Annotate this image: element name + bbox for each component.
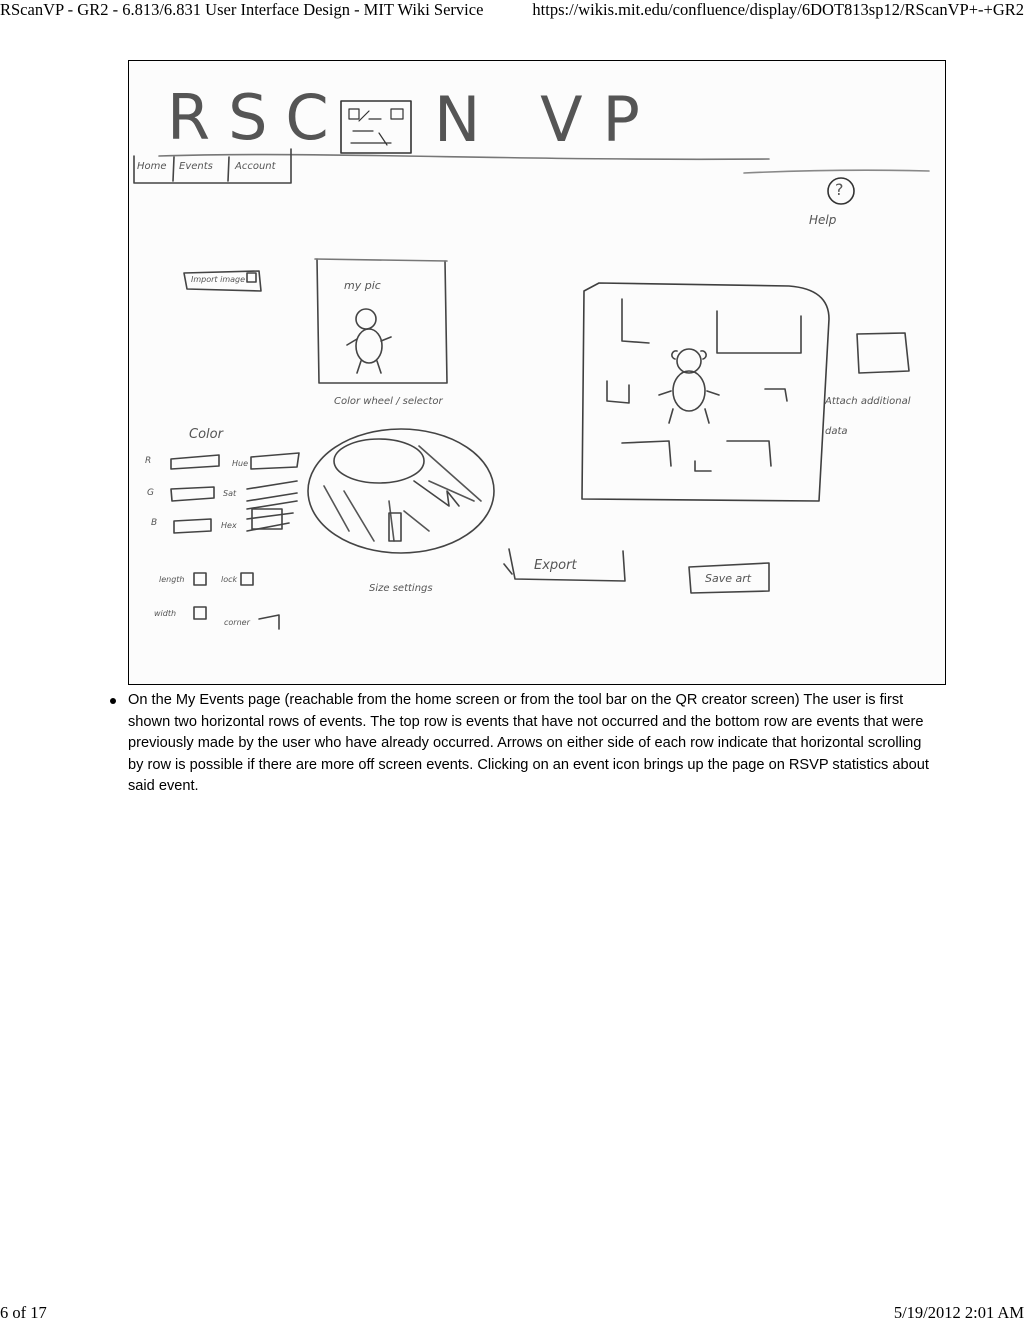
sketch-my-pic-label: my pic (344, 279, 381, 292)
sketch-logo-right: N VP (434, 83, 660, 156)
sketch-save-label: Save art (705, 572, 752, 585)
sketch-logo-left: RSC (167, 81, 347, 154)
sketch-lock-label: lock (221, 575, 238, 584)
sketch-hue-label: Hue (232, 459, 249, 468)
description-list (110, 690, 940, 798)
bullet-icon (110, 698, 116, 704)
sketch-color-wheel-label: Color wheel / selector (334, 396, 443, 407)
sketch-help-label: Help (809, 213, 837, 227)
page-number: 6 of 17 (0, 1303, 47, 1322)
sketch-import-image-label: Import image (191, 275, 246, 284)
document-title: RScanVP - GR2 - 6.813/6.831 User Interface Design - MIT Wiki Service (0, 0, 484, 19)
print-timestamp: 5/19/2012 2:01 AM (893, 1303, 1024, 1322)
sketch-tab-home: Home (137, 161, 167, 172)
sketch-width-label: width (154, 609, 177, 618)
sketch-attach-label: Attach additional data (825, 396, 911, 437)
sketch-tab-events: Events (179, 161, 213, 172)
sketch-r-label: R (145, 456, 152, 466)
print-footer (0, 1303, 1024, 1325)
sketch-g-label: G (147, 488, 154, 498)
sketch-b-label: B (151, 518, 158, 528)
sketch-hex-label: Hex (221, 521, 237, 530)
description-item (110, 690, 940, 798)
sketch-tab-account: Account (235, 161, 276, 172)
sketch-export-label: Export (534, 558, 577, 573)
sketch-length-label: length (159, 575, 185, 584)
sketch-help-symbol: ? (835, 180, 844, 199)
sketch-size-settings-label: Size settings (369, 583, 433, 594)
sketch-image (128, 60, 946, 685)
sketch-corner-label: corner (224, 618, 250, 627)
print-header (0, 0, 1024, 22)
sketch-sat-label: Sat (223, 489, 237, 498)
sketch-color-label: Color (189, 427, 223, 442)
description-text: On the My Events page (reachable from the home screen or from the tool bar on the QR creator screen) The user is first shown two horizontal rows of events. The top row is events that have not occurred and the bottom row are events that were previously made by the user who have already occurred. Arrows on either side of each row indicate that horizontal scrolling by row is possible if there are more off screen events. Clicking on an event icon brings up the page on RSVP statistics about said event. (128, 692, 929, 794)
document-url: https://wikis.mit.edu/confluence/display/6DOT813sp12/RScanVP+-+GR2 (532, 0, 1024, 19)
